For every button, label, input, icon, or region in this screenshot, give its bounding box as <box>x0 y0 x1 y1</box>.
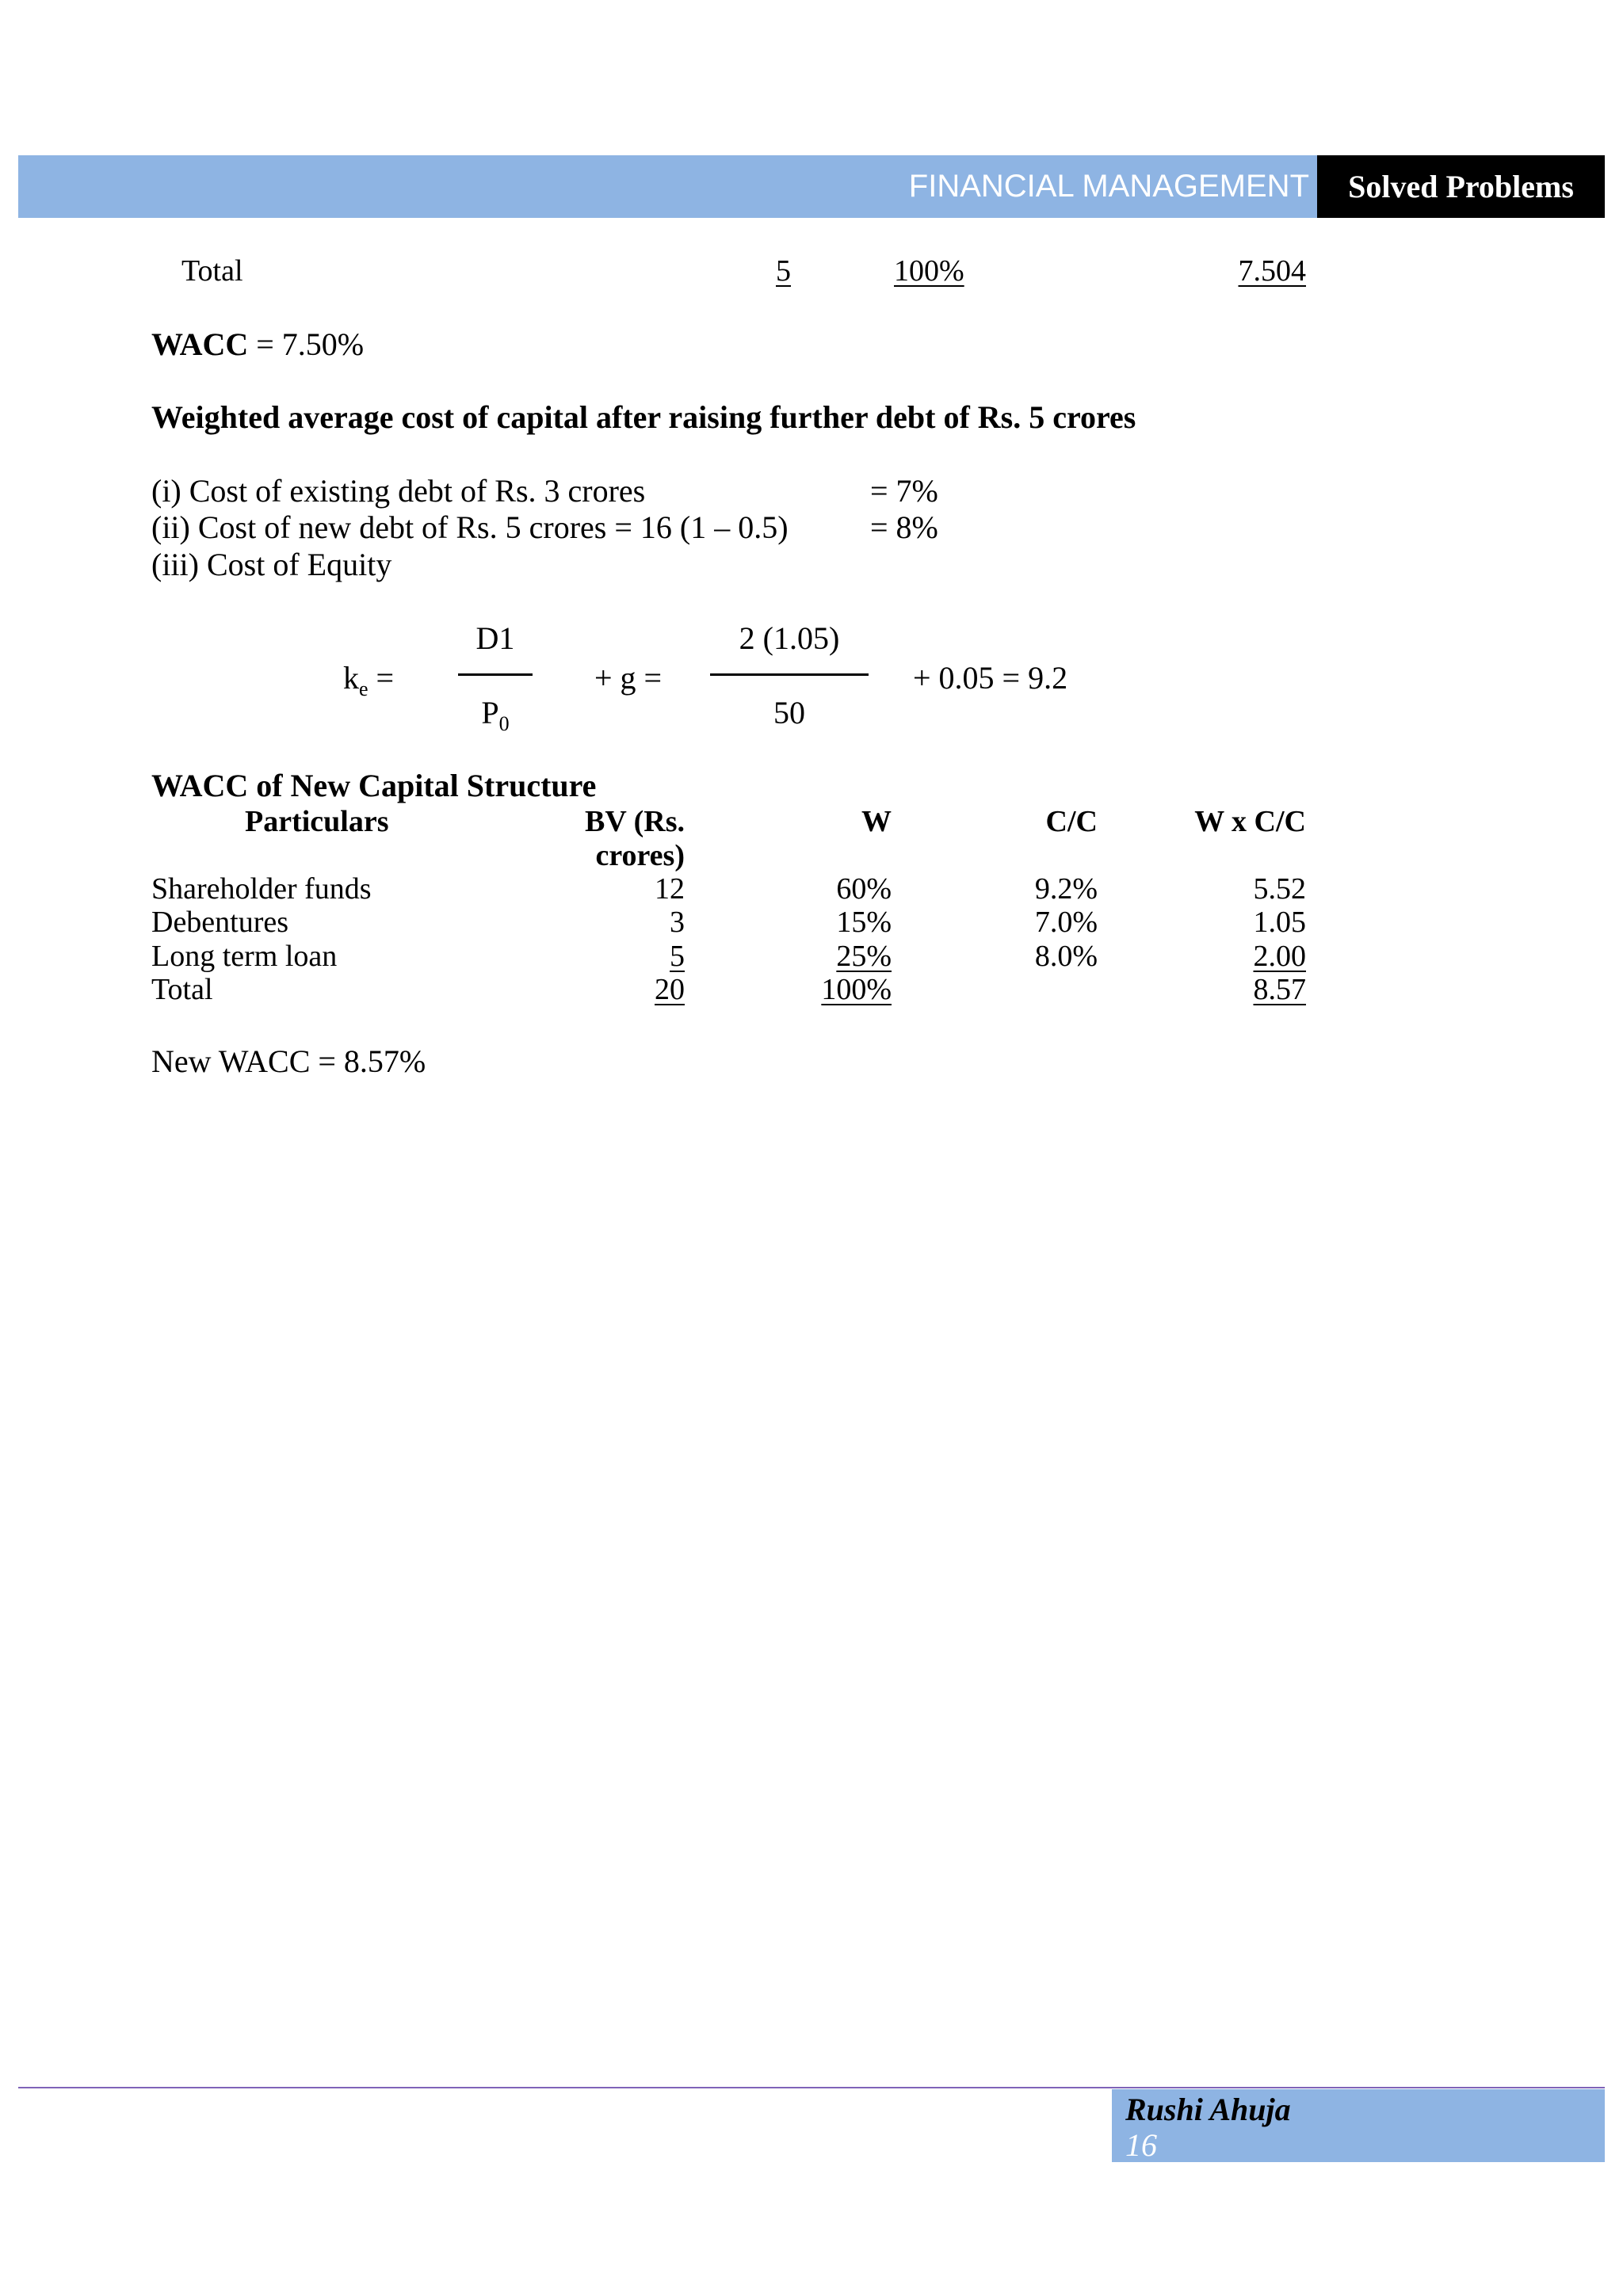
prev-total-amount: 5 <box>776 254 791 288</box>
cost-item-text: (iii) Cost of Equity <box>151 547 392 582</box>
prev-total-label: Total <box>181 254 243 288</box>
table-row-w: 60% <box>836 872 892 906</box>
table-row-particulars: Debentures <box>151 906 289 939</box>
table-row-bv: 12 <box>655 872 685 906</box>
cost-item-text: (i) Cost of existing debt of Rs. 3 crores <box>151 473 646 509</box>
table-row-wxcc: 8.57 <box>1253 973 1306 1006</box>
section-heading: Weighted average cost of capital after raising further debt of Rs. 5 crores <box>151 399 1136 435</box>
prev-total-weight: 100% <box>894 254 964 288</box>
table-row-bv: 5 <box>670 940 685 973</box>
formula-denominator-2: 50 <box>773 695 805 730</box>
cost-item-text: (ii) Cost of new debt of Rs. 5 crores = 16 (1 – 0.5) <box>151 509 789 545</box>
table-row-wxcc: 5.52 <box>1253 872 1306 906</box>
table-row-particulars: Long term loan <box>151 940 338 973</box>
denominator-subscript: 0 <box>498 712 510 735</box>
table-row-cc: 7.0% <box>1034 906 1098 939</box>
col-header-cc: C/C <box>1045 805 1098 838</box>
ke-symbol: k <box>343 660 359 696</box>
cost-item-result: = 7% <box>870 473 938 509</box>
formula-numerator-1: D1 <box>475 620 515 656</box>
table-row-wxcc: 2.00 <box>1253 940 1306 973</box>
col-header-particulars: Particulars <box>245 805 389 838</box>
prev-total-wxcc: 7.504 <box>1238 254 1306 288</box>
table-row-wxcc: 1.05 <box>1253 906 1306 939</box>
table-row-bv: 3 <box>670 906 685 939</box>
ke-subscript: e <box>359 677 369 700</box>
table-row-w: 100% <box>821 973 892 1006</box>
table-row-cc: 8.0% <box>1034 940 1098 973</box>
formula-result: + 0.05 = 9.2 <box>913 660 1068 696</box>
fraction-bar-1 <box>458 673 533 676</box>
col-header-wxcc: W x C/C <box>1194 805 1306 838</box>
wacc-line <box>151 326 364 364</box>
formula-denominator-1 <box>458 694 533 743</box>
ke-equals: = <box>368 660 395 696</box>
table-row-w: 15% <box>836 906 892 939</box>
col-header-w: W <box>861 805 892 838</box>
header-badge: Solved Problems <box>1317 155 1605 218</box>
col-header-bv-line2: crores) <box>595 839 685 872</box>
denominator-base: P <box>481 695 499 730</box>
footer-rule <box>18 2087 1605 2088</box>
ke-label <box>343 659 394 708</box>
new-wacc: New WACC = 8.57% <box>151 1043 426 1079</box>
table-row-w: 25% <box>836 940 892 973</box>
fraction-bar-2 <box>710 673 869 676</box>
table-row-bv: 20 <box>655 973 685 1006</box>
formula-plus-g: + g = <box>594 660 663 696</box>
page-number: 16 <box>1125 2127 1157 2163</box>
table-row-particulars: Total <box>151 973 213 1006</box>
header-title: FINANCIAL MANAGEMENT <box>908 169 1309 204</box>
wacc-label: WACC <box>151 326 249 362</box>
formula-numerator-2: 2 (1.05) <box>739 620 840 656</box>
col-header-bv: BV (Rs. <box>585 805 685 838</box>
table-row-cc: 9.2% <box>1034 872 1098 906</box>
footer-author: Rushi Ahuja <box>1125 2092 1291 2127</box>
wacc-value: = 7.50% <box>248 326 365 362</box>
cost-item-result: = 8% <box>870 509 938 545</box>
table-row-particulars: Shareholder funds <box>151 872 372 906</box>
table-title: WACC of New Capital Structure <box>151 768 597 803</box>
